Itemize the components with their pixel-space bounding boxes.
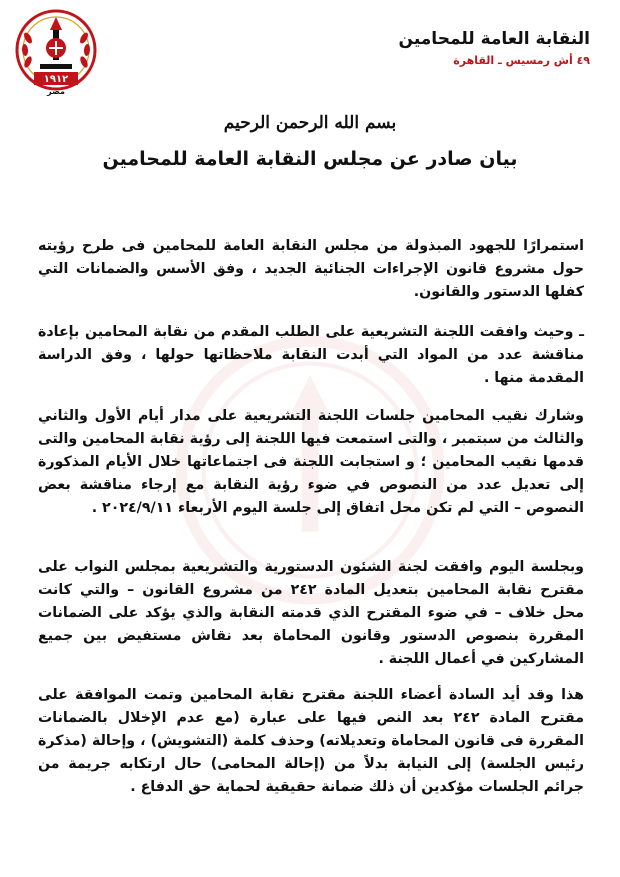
letterhead: [330, 28, 590, 67]
logo-country: مصر: [47, 87, 65, 96]
paragraph-3: وشارك نقيب المحامين جلسات اللجنة التشريعية على مدار أيام الأول والثاني والثالث من سبتمبر ، والتى استمعت فيها اللجنة إلى رؤية نقابة المحامين والتى قدمها نقيب المحامين ؛ و استجابت اللجنة فى اجتماعاتها خلال الأيام المذكورة إلى تعديل عدد من النصوص في ضوء رؤية النقابة مع إرجاء مناقشة بعض النصوص – التي لم تكن محل اتفاق إلى جلسة اليوم الأربعاء ٢٠٢٤/٩/١١ .: [38, 408, 584, 516]
paragraph-4: وبجلسة اليوم وافقت لجنة الشئون الدستورية والتشريعية بمجلس النواب على مقترح نقابة المحامين بتعديل المادة ٢٤٢ من مشروع القانون – والتي كانت محل خلاف – في ضوء المقترح الذي قدمته النقابة والذي يؤكد على الضمانات المقررة بنصوص الدستور وقانون المحاماة بعد نقاش مستفيض بين جميع المشاركين في أعمال اللجنة .: [38, 559, 584, 667]
org-name: النقابة العامة للمحامين: [398, 29, 590, 49]
logo-year: ١٩١٢: [43, 74, 69, 85]
paragraph-1: استمرارًا للجهود المبذولة من مجلس النقابة العامة للمحامين فى طرح رؤيته حول مشروع قانون الإجراءات الجنائية الجديد ، وفق الأسس والضمانات التي كفلها الدستور والقانون.: [38, 238, 584, 300]
bar-association-logo: [14, 8, 98, 112]
basmala: بسم الله الرحمن الرحيم: [223, 113, 397, 133]
paragraph-2: ـ وحيث وافقت اللجنة التشريعية على الطلب المقدم من نقابة المحامين بإعادة مناقشة عدد من المواد التي أبدت النقابة ملاحظاتها حولها ، وفق الدراسة المقدمة منها .: [38, 324, 584, 386]
document-title: بيان صادر عن مجلس النقابة العامة للمحامين: [102, 148, 518, 170]
org-address: ٤٩ أش رمسيس ـ القاهرة: [453, 54, 590, 67]
paragraph-5: هذا وقد أيد السادة أعضاء اللجنة مقترح نقابة المحامين وتمت الموافقة على مقترح المادة ٢٤٢ بعد النص فيها على عبارة (مع عدم الإخلال بالضمانات المقررة فى قانون المحاماة وتعديلاته) وحذف كلمة (التشويش) ، وإحالة (مذكرة رئيس الجلسة) إلى النيابة بدلاً من (إحالة المحامى) حال ارتكابه جريمة من جرائم الجلسات مؤكدين أن ذلك ضمانة حقيقية لحماية حق الدفاع .: [38, 687, 584, 795]
